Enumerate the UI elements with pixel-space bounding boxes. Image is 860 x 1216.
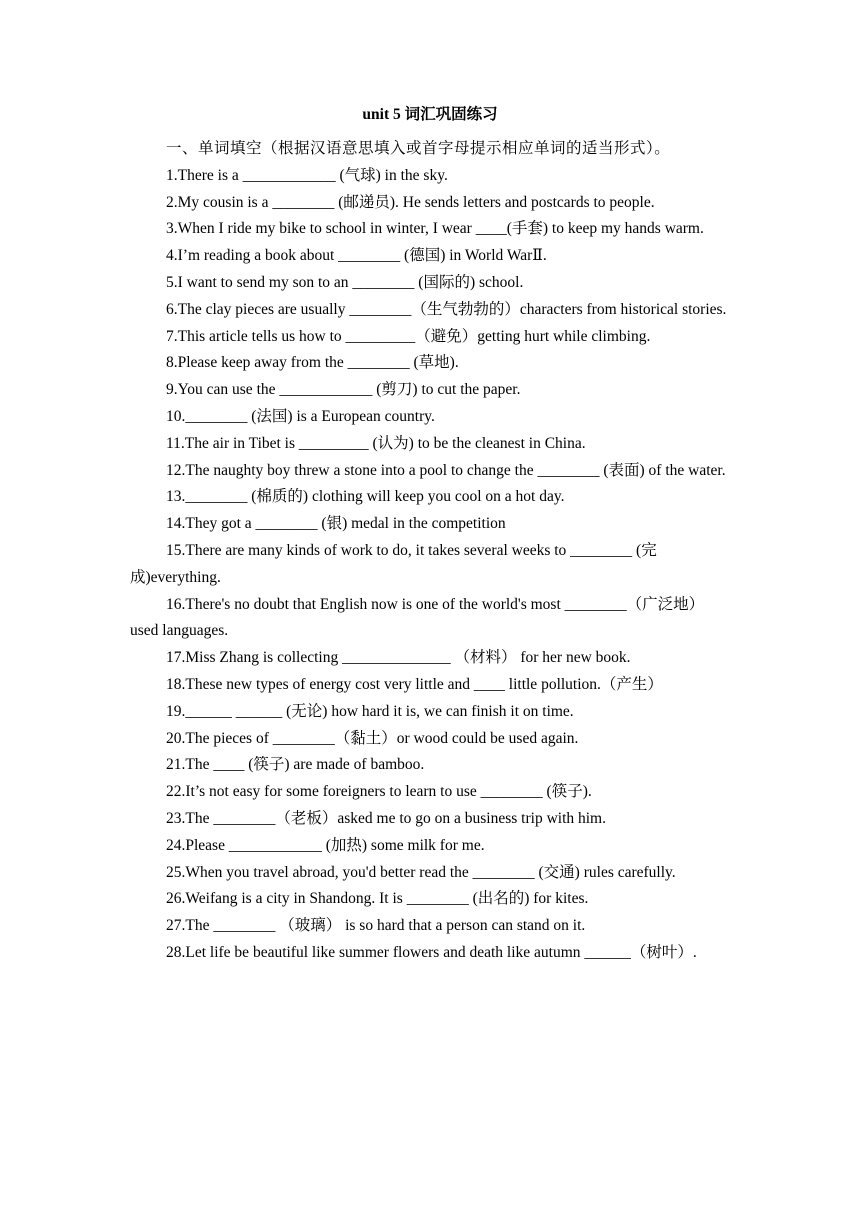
exercise-item: 8.Please keep away from the ________ (草地). (166, 354, 459, 372)
exercise-body (130, 136, 730, 967)
exercise-item: 28.Let life be beautiful like summer flowers and death like autumn ______（树叶）. (166, 943, 697, 961)
exercise-item: 6.The clay pieces are usually ________（生气勃勃的）characters from historical stories. (166, 300, 727, 318)
exercise-item: 12.The naughty boy threw a stone into a pool to change the ________ (表面) of the water. (166, 461, 726, 479)
exercise-item: 11.The air in Tibet is _________ (认为) to be the cleanest in China. (166, 434, 586, 452)
exercise-item: 13.________ (棉质的) clothing will keep you cool on a hot day. (166, 488, 565, 506)
exercise-item: 21.The ____ (筷子) are made of bamboo. (166, 756, 425, 774)
exercise-item: 10.________ (法国) is a European country. (166, 407, 435, 425)
page-title: unit 5 词汇巩固练习 (362, 106, 498, 123)
exercise-item: 22.It’s not easy for some foreigners to learn to use ________ (筷子). (166, 783, 592, 801)
exercise-item: 2.My cousin is a ________ (邮递员). He sends letters and postcards to people. (166, 193, 655, 211)
exercise-item: 9.You can use the ____________ (剪刀) to cut the paper. (166, 381, 521, 399)
exercise-item: 24.Please ____________ (加热) some milk for me. (166, 836, 485, 854)
exercise-item: 25.When you travel abroad, you'd better read the ________ (交通) rules carefully. (166, 863, 676, 881)
exercise-item: 3.When I ride my bike to school in winter, I wear ____(手套) to keep my hands warm. (166, 220, 704, 238)
exercise-item: 20.The pieces of ________（黏土）or wood could be used again. (166, 729, 579, 747)
exercise-item: 16.There's no doubt that English now is one of the world's most ________（广泛地）used languages. (130, 595, 705, 640)
exercise-item: 23.The ________（老板）asked me to go on a business trip with him. (166, 809, 606, 827)
exercise-item: 17.Miss Zhang is collecting ______________ （材料） for her new book. (166, 649, 631, 667)
exercise-item: 18.These new types of energy cost very little and ____ little pollution.（产生） (166, 675, 663, 693)
exercise-item: 15.There are many kinds of work to do, it takes several weeks to ________ (完成)everything. (130, 541, 657, 586)
exercise-item: 14.They got a ________ (银) medal in the competition (166, 515, 506, 533)
section-heading: 一、单词填空（根据汉语意思填入或首字母提示相应单词的适当形式）。 (166, 140, 671, 157)
exercise-item: 19.______ ______ (无论) how hard it is, we can finish it on time. (166, 702, 574, 720)
exercise-item: 27.The ________ （玻璃） is so hard that a person can stand on it. (166, 917, 586, 935)
exercise-item: 26.Weifang is a city in Shandong. It is ________ (出名的) for kites. (166, 890, 589, 908)
exercise-item: 1.There is a ____________ (气球) in the sky. (166, 166, 448, 184)
exercise-item: 4.I’m reading a book about ________ (德国) in World WarⅡ. (166, 247, 547, 265)
exercise-item: 5.I want to send my son to an ________ (国际的) school. (166, 273, 524, 291)
exercise-item: 7.This article tells us how to _________（避免）getting hurt while climbing. (166, 327, 651, 345)
